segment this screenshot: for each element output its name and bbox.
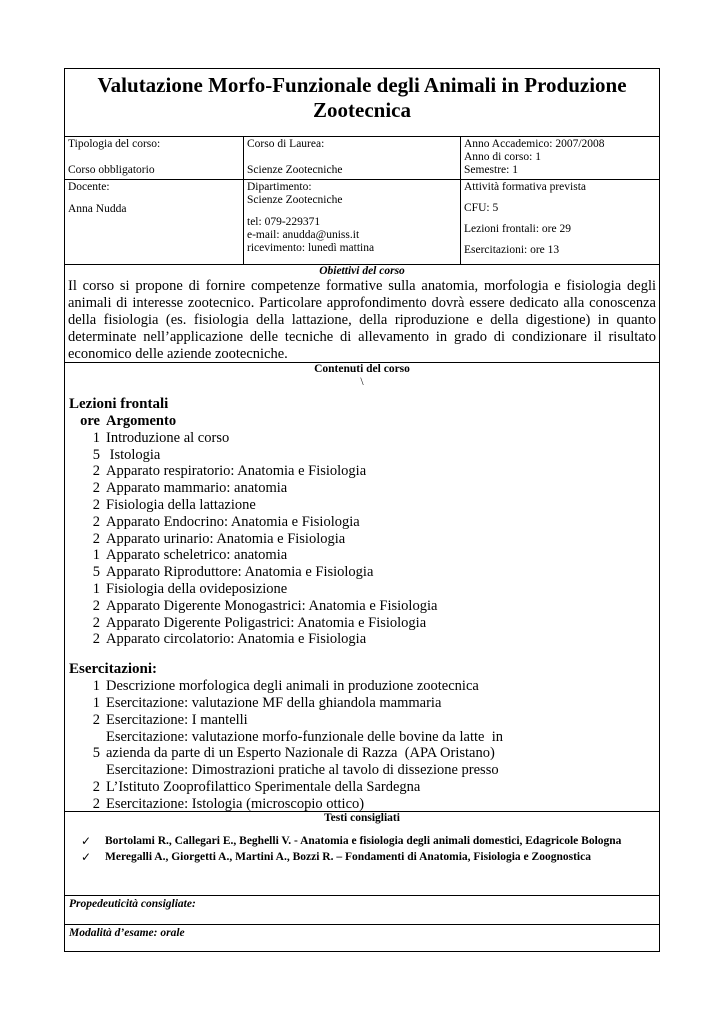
esercitazione-row <box>69 712 503 729</box>
laurea-cell <box>244 137 461 179</box>
tipologia-label: Tipologia del corso: <box>68 138 161 150</box>
obiettivi-section <box>65 265 659 363</box>
dipartimento-label: Dipartimento: <box>247 181 312 193</box>
esercitazione-testo: Esercitazione: Istologia (microscopio ottico) <box>106 795 365 812</box>
obiettivi-text: Il corso si propone di fornire competenze formative sulla anatomia, morfologia e fisiologia degli animali di interesse zootecnico. Particolare approfondimento dovrà essere dedicato alla conoscenza della fisiologia (es. fisiologia della lattazione, della riproduzione e della digestione) in quanto determinate nell’applicazione delle tecniche di allevamento in grado di condizionare il risultato economico delle aziende zootecniche. <box>68 278 656 362</box>
esercitazione-row <box>69 762 503 779</box>
esercitazione-testo: Esercitazione: I mantelli <box>106 711 248 728</box>
esercitazioni-ore: Esercitazioni: ore 13 <box>464 244 560 256</box>
attivita-label: Attività formativa prevista <box>464 181 586 193</box>
dipartimento-cell <box>244 180 461 264</box>
laurea-label: Corso di Laurea: <box>247 138 325 150</box>
lezione-ore: 1 <box>92 429 100 446</box>
esercitazione-ore: 1 <box>92 678 100 695</box>
docente-label: Docente: <box>68 181 110 193</box>
lezione-argomento: Apparato scheletrico: anatomia <box>106 547 288 564</box>
lezione-argomento: Apparato urinario: Anatomia e Fisiologia <box>106 530 346 547</box>
testi-heading: Testi consigliati <box>324 812 400 824</box>
contenuti-heading: Contenuti del corso <box>314 363 410 375</box>
checkmark-icon: ✓ <box>81 850 92 864</box>
info-row-2 <box>65 180 659 265</box>
course-sheet <box>64 68 660 952</box>
lezione-ore: 2 <box>92 530 100 547</box>
lezione-row <box>69 598 437 615</box>
lezione-row <box>69 514 437 531</box>
lezione-argomento: Fisiologia della ovideposizione <box>106 580 288 597</box>
lezione-row <box>69 480 437 497</box>
esercitazione-ore <box>69 762 106 779</box>
esercitazione-ore: 2 <box>92 778 100 795</box>
col-argomento: Argomento <box>106 413 177 429</box>
esercitazioni-heading: Esercitazioni: <box>69 661 158 678</box>
esercitazione-row <box>69 796 503 813</box>
lezione-row <box>69 447 437 464</box>
esercitazioni-table <box>69 678 503 812</box>
book-item <box>81 835 656 848</box>
lezione-row <box>69 531 437 548</box>
lezione-row <box>69 564 437 581</box>
lezione-argomento: Apparato respiratorio: Anatomia e Fisiologia <box>106 463 367 480</box>
book-text: Meregalli A., Giorgetti A., Martini A., Bozzi R. – Fondamenti di Anatomia, Fisiologia e Zoognostica <box>105 851 591 863</box>
testi-section <box>65 812 659 896</box>
esercitazione-testo: L’Istituto Zooprofilattico Sperimentale della Sardegna <box>106 778 421 795</box>
esercitazione-ore <box>69 729 106 746</box>
esercitazione-row <box>69 729 503 746</box>
books-list <box>65 835 659 864</box>
lezione-row <box>69 547 437 564</box>
lezione-ore: 2 <box>92 597 100 614</box>
lezione-ore: 2 <box>92 480 100 497</box>
info-row-1 <box>65 137 659 180</box>
lezioni-heading: Lezioni frontali <box>69 396 169 412</box>
backslash-mark: \ <box>360 376 364 388</box>
esercitazione-ore: 2 <box>92 795 100 812</box>
col-ore: ore <box>80 413 100 429</box>
lezione-ore: 5 <box>92 564 100 581</box>
lezione-argomento: Istologia <box>106 446 161 463</box>
attivita-cell <box>461 180 661 264</box>
esercitazione-ore: 1 <box>92 694 100 711</box>
lezione-ore: 2 <box>92 463 100 480</box>
docente-cell <box>65 180 244 264</box>
checkmark-icon: ✓ <box>81 834 92 848</box>
lezione-argomento: Apparato Endocrino: Anatomia e Fisiologia <box>106 513 360 530</box>
anno-corso: Anno di corso: 1 <box>464 151 541 163</box>
esercitazione-row <box>69 695 503 712</box>
anno-cell <box>461 137 661 179</box>
contenuti-section <box>65 363 659 812</box>
lezione-ore: 5 <box>92 446 100 463</box>
lezione-ore: 2 <box>92 631 100 648</box>
lezione-ore: 2 <box>92 513 100 530</box>
esercitazione-testo: Esercitazione: valutazione MF della ghiandola mammaria <box>106 694 442 711</box>
esercitazione-testo: Esercitazione: valutazione morfo-funzionale delle bovine da latte in <box>106 728 503 745</box>
propedeuticita: Propedeuticità consigliate: <box>65 896 659 925</box>
lezioni-table <box>69 413 437 648</box>
anno-accademico: Anno Accademico: 2007/2008 <box>464 138 605 150</box>
semestre: Semestre: 1 <box>464 164 518 176</box>
esercitazione-ore: 2 <box>92 711 100 728</box>
tipologia-value: Corso obbligatorio <box>68 164 155 176</box>
laurea-value: Scienze Zootecniche <box>247 164 343 176</box>
lezione-row <box>69 631 437 648</box>
lezione-argomento: Apparato Digerente Poligastrici: Anatomia e Fisiologia <box>106 614 427 631</box>
docente-value: Anna Nudda <box>68 203 127 215</box>
lezione-ore: 2 <box>92 614 100 631</box>
lezione-argomento: Apparato Digerente Monogastrici: Anatomia e Fisiologia <box>106 597 438 614</box>
obiettivi-heading: Obiettivi del corso <box>319 265 405 277</box>
telefono: tel: 079-229371 <box>247 216 321 228</box>
book-text: Bortolami R., Callegari E., Beghelli V. - Anatomia e fisiologia degli animali domestici, Edagricole Bologna <box>105 835 622 847</box>
esercitazione-testo: Esercitazione: Dimostrazioni pratiche al tavolo di dissezione presso <box>106 762 499 779</box>
modalita-esame: Modalità d’esame: orale <box>69 927 185 939</box>
lezione-argomento: Apparato mammario: anatomia <box>106 480 288 497</box>
lezione-row <box>69 581 437 598</box>
lezione-ore: 1 <box>92 547 100 564</box>
lezione-argomento: Fisiologia della lattazione <box>106 496 256 513</box>
esercitazione-row <box>69 678 503 695</box>
lezioni-header-row <box>69 413 437 430</box>
lezione-argomento: Introduzione al corso <box>106 429 230 446</box>
esercitazione-ore: 5 <box>92 745 100 762</box>
esercitazione-row <box>69 745 503 762</box>
lezione-row <box>69 497 437 514</box>
esercitazione-testo: azienda da parte di un Esperto Nazionale di Razza (APA Oristano) <box>106 745 495 762</box>
ricevimento: ricevimento: lunedì mattina <box>247 242 375 254</box>
tipologia-cell <box>65 137 244 179</box>
email: e-mail: anudda@uniss.it <box>247 229 360 241</box>
lezione-row <box>69 430 437 447</box>
esercitazione-testo: Descrizione morfologica degli animali in produzione zootecnica <box>106 678 479 695</box>
book-item <box>81 851 656 864</box>
lezione-ore: 2 <box>92 496 100 513</box>
lezione-row <box>69 615 437 632</box>
lezione-row <box>69 463 437 480</box>
cfu: CFU: 5 <box>464 202 499 214</box>
lezioni-ore: Lezioni frontali: ore 29 <box>464 223 571 235</box>
course-title: Valutazione Morfo-Funzionale degli Animali in Produzione Zootecnica <box>65 69 659 137</box>
lezione-argomento: Apparato circolatorio: Anatomia e Fisiologia <box>106 631 367 648</box>
dipartimento-value: Scienze Zootecniche <box>247 194 343 206</box>
lezione-ore: 1 <box>92 580 100 597</box>
esercitazione-row <box>69 779 503 796</box>
lezione-argomento: Apparato Riproduttore: Anatomia e Fisiologia <box>106 564 374 581</box>
